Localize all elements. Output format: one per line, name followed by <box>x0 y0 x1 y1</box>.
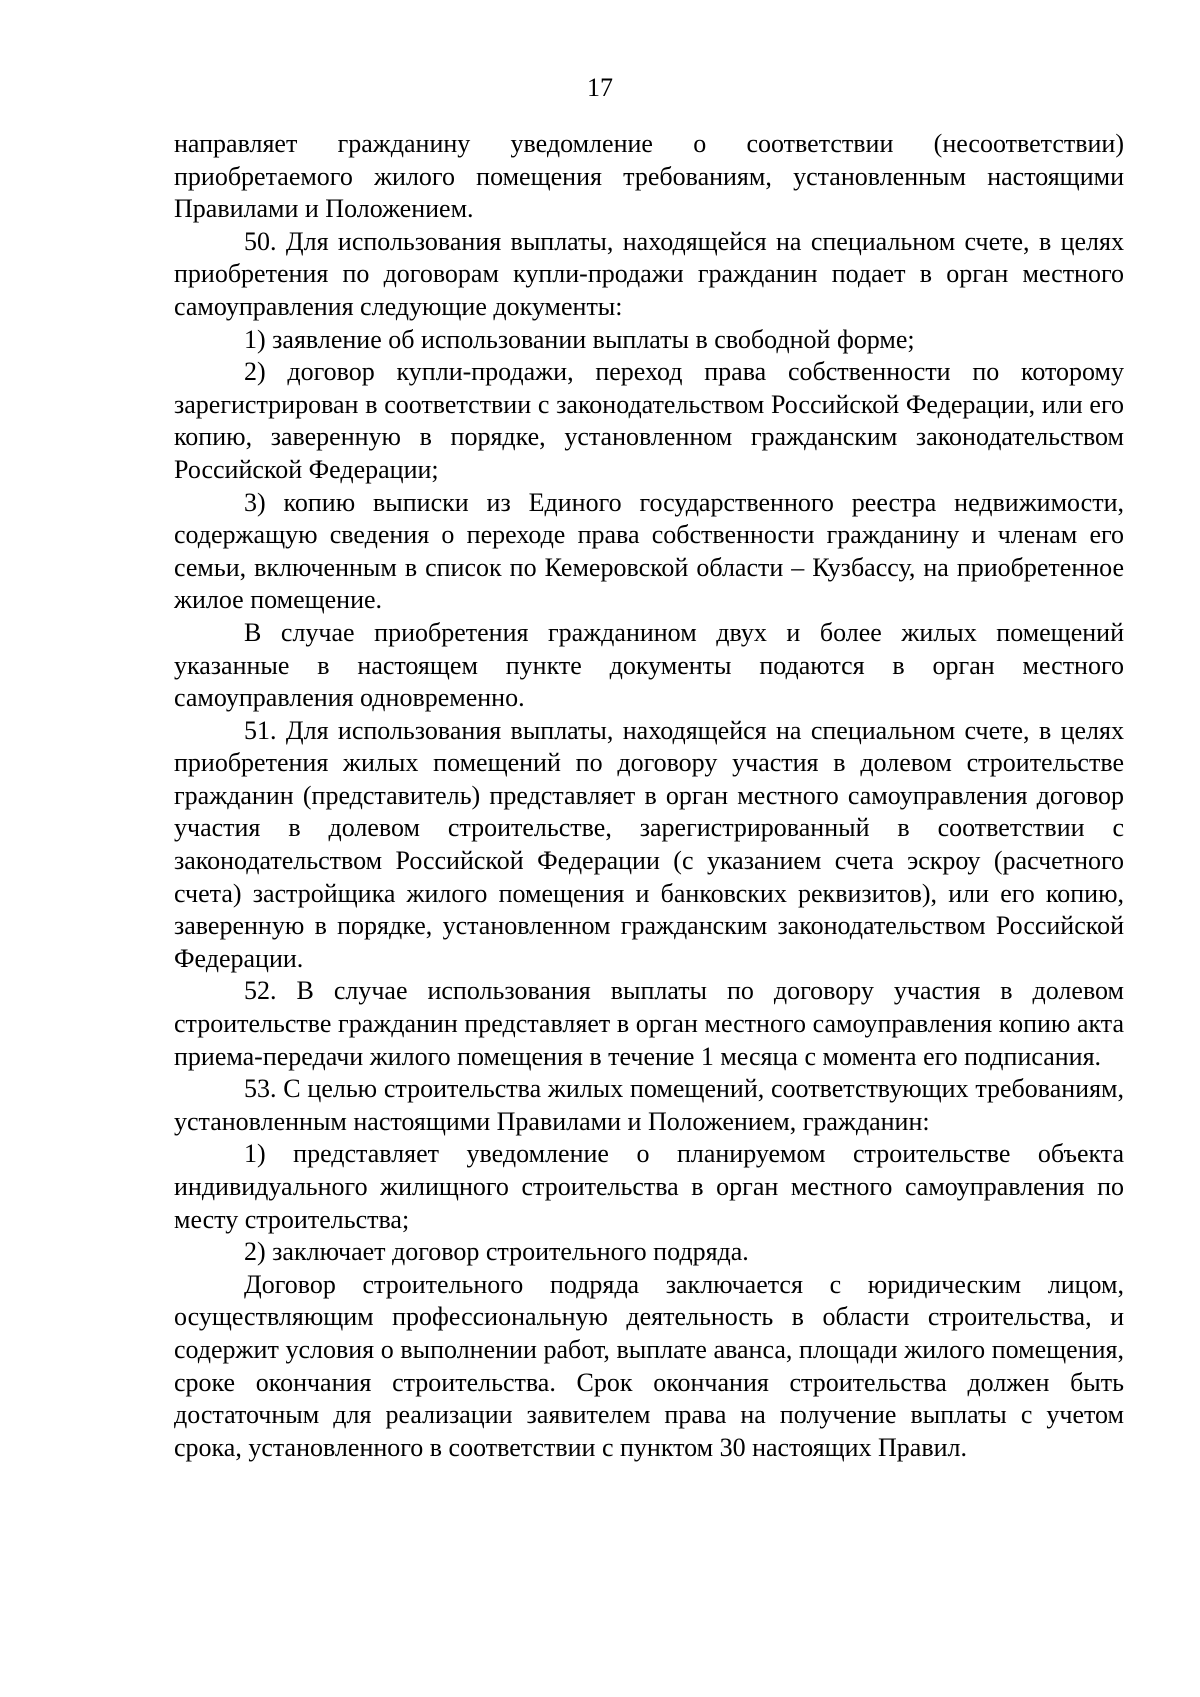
paragraph-item-53-2: 2) заключает договор строительного подряда. <box>244 1237 749 1267</box>
paragraph-item-50-3: 3) копию выписки из Единого государственного реестра недвижимости, содержащую сведения о переходе права собственности гражданину и членам его семьи, включенным в список по Кемеровской области – Кузбассу, на приобретенное жилое помещение. <box>174 487 1124 615</box>
paragraph-item-52: 52. В случае использования выплаты по договору участия в долевом строительстве гражданин представляет в орган местного самоуправления копию акта приема-передачи жилого помещения в течение 1 месяца с момента его подписания. <box>174 976 1124 1071</box>
paragraph-continuation: направляет гражданину уведомление о соответствии (несоответствии) приобретаемого жилого помещения требованиям, установленным настоящими Правилами и Положением. <box>174 129 1124 224</box>
paragraph-construction-contract: Договор строительного подряда заключается с юридическим лицом, осуществляющим профессиональную деятельность в области строительства, и содержит условия о выполнении работ, выплате аванса, площади жилого помещения, сроке окончания строительства. Срок окончания строительства должен быть достаточным для реализации заявителем права на получение выплаты с учетом срока, установленного в соответствии с пунктом 30 настоящих Правил. <box>174 1269 1124 1462</box>
document-body <box>174 128 1124 1464</box>
paragraph-item-50-note: В случае приобретения гражданином двух и более жилых помещений указанные в настоящем пункте документы подаются в орган местного самоуправления одновременно. <box>174 617 1124 713</box>
paragraph-item-50: 50. Для использования выплаты, находящейся на специальном счете, в целях приобретения по договорам купли-продажи гражданин подает в орган местного самоуправления следующие документы: <box>174 226 1124 321</box>
paragraph-item-53-1: 1) представляет уведомление о планируемом строительстве объекта индивидуального жилищного строительства в орган местного самоуправления по месту строительства; <box>174 1139 1124 1234</box>
paragraph-item-51: 51. Для использования выплаты, находящейся на специальном счете, в целях приобретения жилых помещений по договору участия в долевом строительстве гражданин (представитель) представляет в орган местного самоуправления договор участия в долевом строительстве, зарегистрированный в соответствии с законодательством Российской Федерации (с указанием счета эскроу (расчетного счета) застройщика жилого помещения и банковских реквизитов), или его копию, заверенную в порядке, установленном гражданским законодательством Российской Федерации. <box>174 715 1124 973</box>
paragraph-item-53: 53. С целью строительства жилых помещений, соответствующих требованиям, установленным настоящими Правилами и Положением, гражданин: <box>174 1074 1124 1136</box>
paragraph-item-50-1: 1) заявление об использовании выплаты в свободной форме; <box>244 324 915 354</box>
paragraph-item-50-2: 2) договор купли-продажи, переход права собственности по которому зарегистрирован в соответствии с законодательством Российской Федерации, или его копию, заверенную в порядке, установленном гражданским законодательством Российской Федерации; <box>174 357 1124 484</box>
page-number: 17 <box>587 73 613 102</box>
